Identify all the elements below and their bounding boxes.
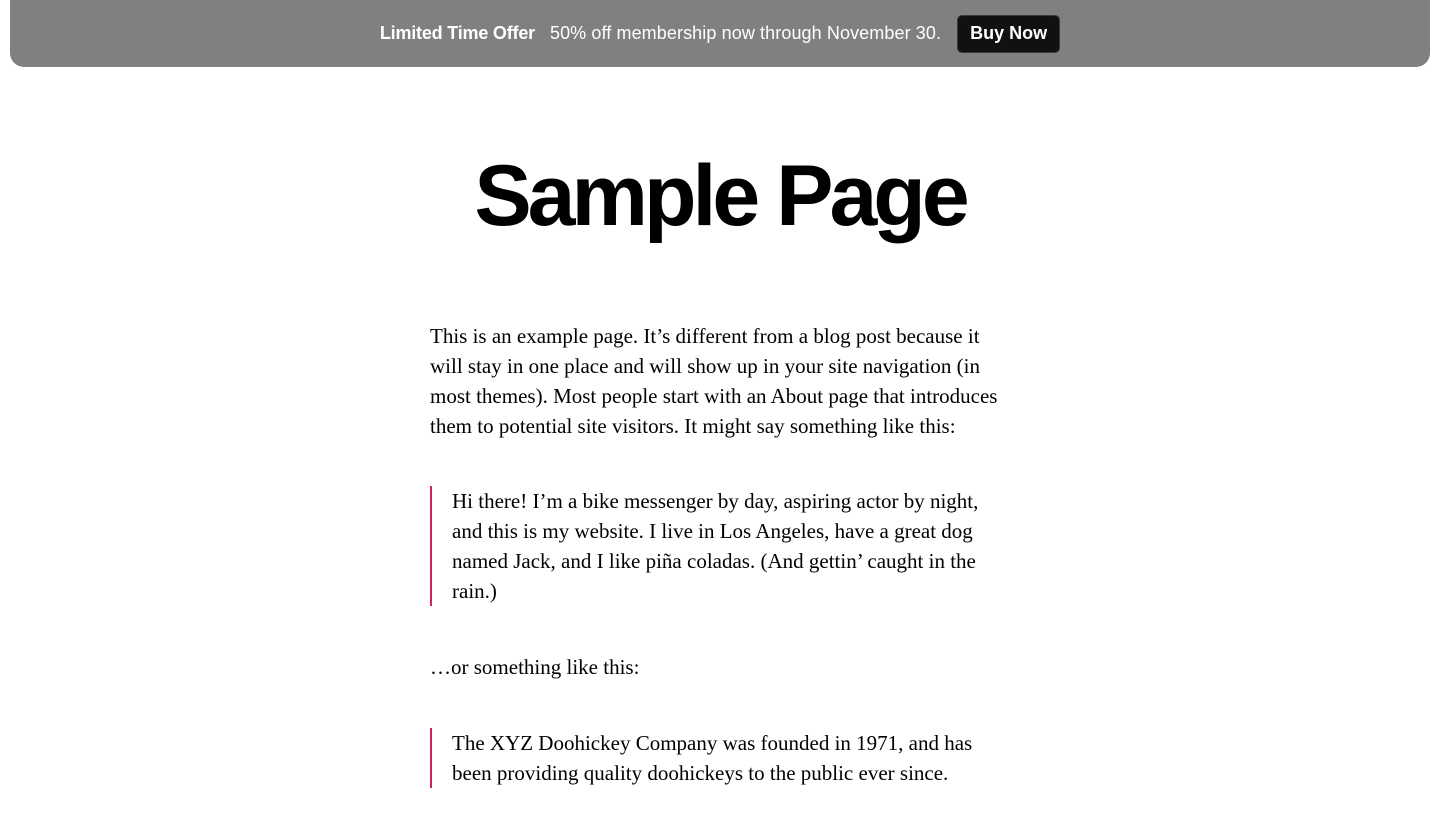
- promo-title: Limited Time Offer: [379, 23, 535, 43]
- page-content: [430, 321, 1000, 788]
- or-paragraph: …or something like this:: [430, 655, 640, 679]
- quote-text: The XYZ Doohickey Company was founded in 1971, and has been providing quality doohickeys to the public ever since.: [452, 731, 973, 785]
- buy-now-button[interactable]: Buy Now: [957, 15, 1060, 53]
- promo-banner: [10, 0, 1430, 67]
- intro-paragraph: This is an example page. It’s different from a blog post because it will stay in one place and will show up in your site navigation (in most themes). Most people start with an About page that introduces them to potential site visitors. It might say something like this:: [430, 324, 998, 438]
- quote-block: [430, 728, 1000, 788]
- quote-block: [430, 486, 1000, 606]
- quote-text: Hi there! I’m a bike messenger by day, aspiring actor by night, and this is my website. I live in Los Angeles, have a great dog named Jack, and I like piña coladas. (And gettin’ caught in the rain.): [452, 489, 979, 603]
- promo-text: 50% off membership now through November 30.: [549, 23, 942, 43]
- page-title: Sample Page: [474, 148, 966, 244]
